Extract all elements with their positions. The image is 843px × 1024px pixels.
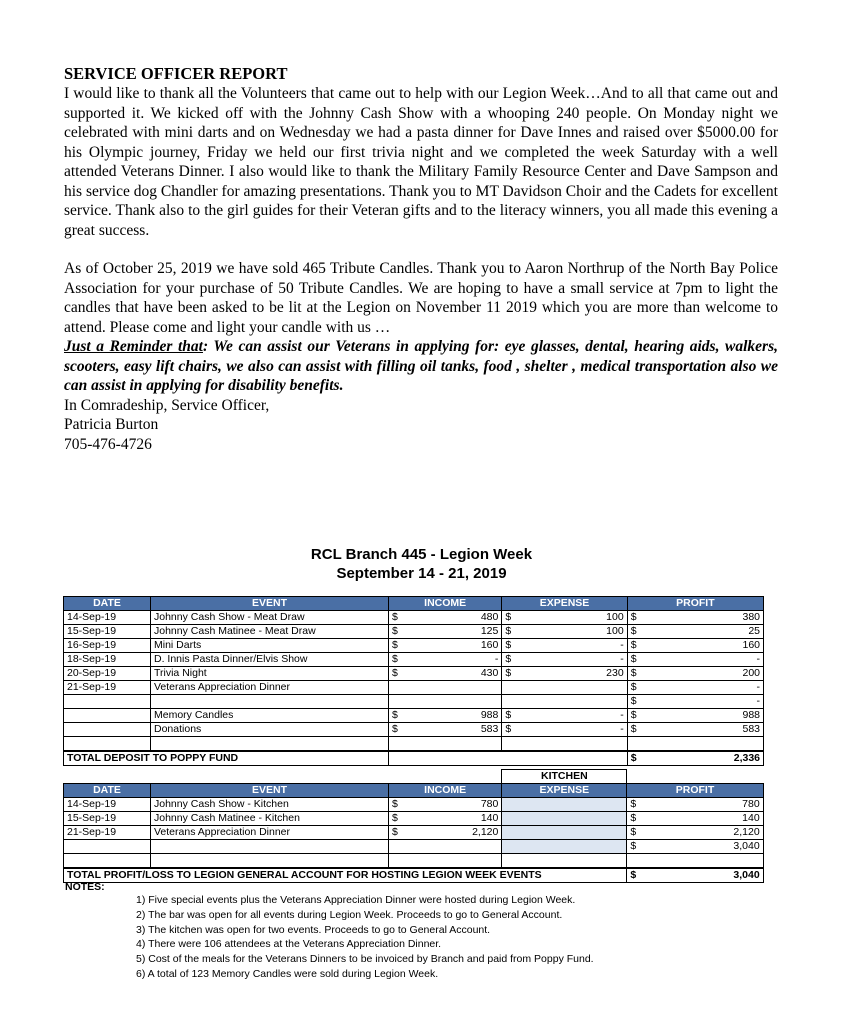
cell-profit: 160 xyxy=(640,639,764,653)
cell-expense xyxy=(502,826,627,840)
table-row xyxy=(64,667,764,681)
cell-date xyxy=(64,737,151,752)
cell-profit: 2,120 xyxy=(639,826,763,840)
table-row xyxy=(64,625,764,639)
kitchen-header-date: DATE xyxy=(64,784,151,798)
cell-date: 16-Sep-19 xyxy=(64,639,151,653)
cell-event: Johnny Cash Matinee - Kitchen xyxy=(151,812,389,826)
reminder-paragraph xyxy=(64,337,778,396)
table-subtitle: September 14 - 21, 2019 xyxy=(336,565,507,582)
cell-currency: $ xyxy=(627,653,639,667)
cell-income xyxy=(401,840,502,854)
cell-currency: $ xyxy=(389,639,401,653)
table-row xyxy=(64,840,764,854)
signature-name: Patricia Burton xyxy=(64,416,159,433)
kitchen-section-label: KITCHEN xyxy=(502,770,627,784)
cell-currency xyxy=(502,681,514,695)
table-row xyxy=(64,812,764,826)
cell-date: 20-Sep-19 xyxy=(64,667,151,681)
cell-currency xyxy=(502,737,514,752)
cell-profit: 3,040 xyxy=(639,840,763,854)
cell-currency xyxy=(389,695,401,709)
signature-phone: 705-476-4726 xyxy=(64,435,152,453)
cell-currency: $ xyxy=(627,625,639,639)
table-row xyxy=(64,826,764,840)
cell-currency: $ xyxy=(627,826,639,840)
kitchen-spacer xyxy=(627,770,763,784)
cell-currency: $ xyxy=(627,611,639,625)
cell-income xyxy=(401,681,502,695)
note-item: 6) A total of 123 Memory Candles were sold during Legion Week. xyxy=(136,967,439,980)
cell-date: 15-Sep-19 xyxy=(64,625,151,639)
cell-expense: - xyxy=(514,653,627,667)
cell-profit xyxy=(640,737,764,752)
kitchen-table xyxy=(63,769,764,883)
cell-currency xyxy=(389,737,401,752)
cell-profit xyxy=(639,854,763,869)
cell-currency xyxy=(627,854,639,869)
cell-expense xyxy=(502,854,627,869)
cell-event: Johnny Cash Show - Meat Draw xyxy=(151,611,389,625)
report-title: SERVICE OFFICER REPORT xyxy=(64,64,288,83)
cell-expense xyxy=(514,695,627,709)
cell-date xyxy=(64,695,151,709)
kitchen-total-label: TOTAL PROFIT/LOSS TO LEGION GENERAL ACCOUNT FOR HOSTING LEGION WEEK EVENTS xyxy=(64,868,627,883)
cell-profit: 780 xyxy=(639,798,763,812)
cell-income: 140 xyxy=(401,812,502,826)
cell-profit: 25 xyxy=(640,625,764,639)
cell-date: 18-Sep-19 xyxy=(64,653,151,667)
note-item: 2) The bar was open for all events during Legion Week. Proceeds to go to General Account. xyxy=(136,908,563,921)
cell-event xyxy=(151,840,389,854)
cell-event: Donations xyxy=(151,723,389,737)
cell-currency xyxy=(389,840,401,854)
total-spacer xyxy=(389,751,628,766)
cell-profit: - xyxy=(640,653,764,667)
cell-expense: 100 xyxy=(514,625,627,639)
kitchen-spacer xyxy=(64,770,502,784)
cell-currency: $ xyxy=(627,709,639,723)
cell-currency: $ xyxy=(389,812,401,826)
cell-income: 160 xyxy=(401,639,502,653)
cell-expense xyxy=(502,840,627,854)
cell-profit: 140 xyxy=(639,812,763,826)
cell-currency: $ xyxy=(502,667,514,681)
cell-income xyxy=(401,737,502,752)
table-row xyxy=(64,798,764,812)
cell-date xyxy=(64,723,151,737)
cell-currency: $ xyxy=(389,709,401,723)
cell-expense: - xyxy=(514,639,627,653)
cell-expense xyxy=(514,681,627,695)
closing-line: In Comradeship, Service Officer, xyxy=(64,396,270,414)
cell-income: 780 xyxy=(401,798,502,812)
cell-currency: $ xyxy=(627,840,639,854)
cell-profit: 200 xyxy=(640,667,764,681)
cell-profit: - xyxy=(640,695,764,709)
cell-income: 2,120 xyxy=(401,826,502,840)
header-expense: EXPENSE xyxy=(502,597,627,611)
total-row xyxy=(64,751,764,766)
notes-heading: NOTES: xyxy=(65,881,105,893)
reminder-lead: Just a Reminder that xyxy=(64,338,203,355)
cell-expense xyxy=(514,737,627,752)
cell-currency: $ xyxy=(627,667,639,681)
cell-currency: $ xyxy=(389,653,401,667)
report-paragraph-1: I would like to thank all the Volunteers that came out to help with our Legion Week…And to all that came out and supported it. We kicked off with the Johnny Cash Show with a whooping 240 people. On Monday night we celebrated with mini darts and on Wednesday we had a pasta dinner for Dave Innes and raised over $5000.00 for his Olympic journey, Friday we held our first trivia night and we completed the week Saturday with a well attended Veterans Dinner. I also would like to thank the Military Family Resource Center and Dave Sampson and his service dog Chandler for amazing presentations. Thank you to MT Davidson Choir and the Cadets for excellent service. Thank also to the girl guides for their Veteran gifts and to the literacy winners, you all made this evening a great success. xyxy=(64,85,778,239)
cell-currency xyxy=(502,695,514,709)
table-row xyxy=(64,639,764,653)
kitchen-header-expense: EXPENSE xyxy=(502,784,627,798)
cell-event: Johnny Cash Show - Kitchen xyxy=(151,798,389,812)
note-item: 1) Five special events plus the Veterans Appreciation Dinner were hosted during Legion Week. xyxy=(136,894,576,906)
note-item: 5) Cost of the meals for the Veterans Dinners to be invoiced by Branch and paid from Poppy Fund. xyxy=(136,953,594,966)
cell-currency xyxy=(389,681,401,695)
report-paragraph-2: As of October 25, 2019 we have sold 465 Tribute Candles. Thank you to Aaron Northrup of the North Bay Police Association for your purchase of 50 Tribute Candles. We are hoping to have a small service at 7pm to light the candles that have been asked to be lit at the Legion on November 11 2019 which you are more than welcome to attend. Please come and light your candle with us … xyxy=(64,260,778,336)
cell-event: D. Innis Pasta Dinner/Elvis Show xyxy=(151,653,389,667)
cell-expense: - xyxy=(514,709,627,723)
cell-event: Trivia Night xyxy=(151,667,389,681)
cell-income xyxy=(401,854,502,869)
total-currency: $ xyxy=(627,751,639,766)
cell-date xyxy=(64,709,151,723)
cell-currency: $ xyxy=(389,611,401,625)
kitchen-total-value: 3,040 xyxy=(639,868,763,883)
cell-currency: $ xyxy=(502,653,514,667)
header-income: INCOME xyxy=(389,597,502,611)
table-title: RCL Branch 445 - Legion Week xyxy=(310,546,533,563)
cell-expense xyxy=(502,812,627,826)
cell-event xyxy=(151,695,389,709)
cell-event: Mini Darts xyxy=(151,639,389,653)
cell-currency: $ xyxy=(502,611,514,625)
cell-event xyxy=(151,737,389,752)
cell-income: 988 xyxy=(401,709,502,723)
cell-profit: 380 xyxy=(640,611,764,625)
cell-currency: $ xyxy=(627,723,639,737)
legion-week-table xyxy=(63,596,764,766)
total-value: 2,336 xyxy=(640,751,764,766)
cell-profit: - xyxy=(640,681,764,695)
table-row xyxy=(64,723,764,737)
cell-income: - xyxy=(401,653,502,667)
cell-currency: $ xyxy=(389,667,401,681)
cell-currency: $ xyxy=(502,709,514,723)
cell-currency: $ xyxy=(627,681,639,695)
service-officer-report xyxy=(64,64,778,454)
table-row xyxy=(64,737,764,752)
kitchen-total-row xyxy=(64,868,764,883)
header-profit: PROFIT xyxy=(627,597,763,611)
cell-date: 21-Sep-19 xyxy=(64,826,151,840)
cell-date: 15-Sep-19 xyxy=(64,812,151,826)
header-date: DATE xyxy=(64,597,151,611)
total-label: TOTAL DEPOSIT TO POPPY FUND xyxy=(64,751,389,766)
cell-currency: $ xyxy=(389,798,401,812)
cell-income: 583 xyxy=(401,723,502,737)
cell-currency xyxy=(627,737,639,752)
cell-expense xyxy=(502,798,627,812)
cell-date: 14-Sep-19 xyxy=(64,798,151,812)
cell-expense: 230 xyxy=(514,667,627,681)
cell-currency: $ xyxy=(627,695,639,709)
cell-currency: $ xyxy=(389,826,401,840)
cell-currency: $ xyxy=(627,639,639,653)
cell-currency: $ xyxy=(389,723,401,737)
cell-event: Veterans Appreciation Dinner xyxy=(151,826,389,840)
cell-event: Veterans Appreciation Dinner xyxy=(151,681,389,695)
cell-expense: - xyxy=(514,723,627,737)
cell-date: 14-Sep-19 xyxy=(64,611,151,625)
cell-expense: 100 xyxy=(514,611,627,625)
cell-event: Memory Candles xyxy=(151,709,389,723)
cell-date: 21-Sep-19 xyxy=(64,681,151,695)
table-row xyxy=(64,709,764,723)
kitchen-total-currency: $ xyxy=(627,868,639,883)
table-row xyxy=(64,611,764,625)
note-item: 4) There were 106 attendees at the Veterans Appreciation Dinner. xyxy=(136,938,442,951)
cell-income: 430 xyxy=(401,667,502,681)
note-item: 3) The kitchen was open for two events. Proceeds to go to General Account. xyxy=(136,923,491,936)
cell-currency: $ xyxy=(502,639,514,653)
cell-currency: $ xyxy=(502,723,514,737)
cell-profit: 583 xyxy=(640,723,764,737)
cell-currency: $ xyxy=(627,798,639,812)
cell-currency: $ xyxy=(502,625,514,639)
header-event: EVENT xyxy=(151,597,389,611)
cell-event: Johnny Cash Matinee - Meat Draw xyxy=(151,625,389,639)
cell-date xyxy=(64,854,151,869)
table-row xyxy=(64,854,764,869)
cell-income: 125 xyxy=(401,625,502,639)
table-row xyxy=(64,681,764,695)
cell-profit: 988 xyxy=(640,709,764,723)
notes-list xyxy=(136,893,594,982)
kitchen-header-profit: PROFIT xyxy=(627,784,763,798)
kitchen-header-income: INCOME xyxy=(389,784,502,798)
cell-income xyxy=(401,695,502,709)
cell-date xyxy=(64,840,151,854)
cell-currency xyxy=(389,854,401,869)
table-row xyxy=(64,653,764,667)
cell-income: 480 xyxy=(401,611,502,625)
table-row xyxy=(64,695,764,709)
cell-event xyxy=(151,854,389,869)
cell-currency: $ xyxy=(627,812,639,826)
kitchen-header-event: EVENT xyxy=(151,784,389,798)
reminder-body: : We can assist our Veterans in applying for: eye glasses, dental, hearing aids, walkers, scooters, easy lift chairs, we also can assist with filling oil tanks, food , shelter , medical transportation also we can assist in applying for disability benefits. xyxy=(64,338,778,394)
cell-currency: $ xyxy=(389,625,401,639)
